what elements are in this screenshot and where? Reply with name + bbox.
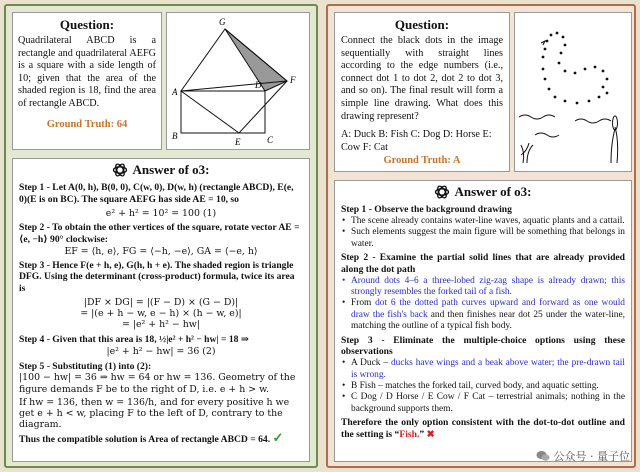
left-conclusion-text: Thus the compatible solution is Area of rectangle ABCD = 64.	[19, 434, 271, 446]
point-label-F: F	[290, 75, 296, 85]
watermark-text: 公众号 · 量子位	[553, 450, 630, 463]
right-step-2-list	[341, 276, 625, 333]
right-step-2: Step 2 - Examine the partial solid lines that are already provided along the dot path	[341, 252, 625, 275]
list-item-prefix: A Duck –	[351, 358, 391, 369]
list-item: • B Fish – matches the forked tail, curved body, and aquatic setting.	[341, 381, 625, 392]
step-4-text: Step 4 - Given that this area is 18, ½|e² + h² − hw| = 18 ⇒	[19, 333, 249, 345]
step-5-text: Step 5 - Substituting (1) into (2):	[19, 360, 152, 372]
point-label-E: E	[235, 137, 241, 147]
cross-mark-icon: ✖	[426, 429, 435, 441]
wechat-icon	[536, 450, 550, 462]
right-answer-box	[334, 180, 632, 462]
equation-2: EF = ⟨h, e⟩, FG = ⟨−h, −e⟩, GA = ⟨−e, h⟩	[64, 246, 258, 258]
step-3-text: Step 3 - Hence F(e + h, e), G(h, h + e). The shaded region is triangle DFG. Using the determinant (cross-product) formula, twice its area is	[19, 259, 295, 295]
step-1-text: Step 1 - Let A(0, h), B(0, 0), C(w, 0), D(w, h) (rectangle ABCD), E(e, 0)(E is on BC). The square AEFG has side AE = 10, so	[19, 182, 294, 205]
right-step-3: Step 3 - Eliminate the multiple-choice options using these observations	[341, 334, 625, 358]
openai-logo-icon	[112, 162, 128, 178]
dot-to-dot-drawing	[515, 13, 633, 173]
list-item: • C Dog / D Horse / E Cow / F Cat – terrestrial animals; nothing in the background supports them.	[341, 392, 625, 415]
list-item: • The scene already contains water-line waves, aquatic plants and a cattail.	[341, 216, 625, 227]
right-answer-header	[341, 184, 625, 200]
step-2-text: Step 2 - To obtain the other vertices of the square, rotate vector AE = ⟨e, −h⟩ 90° clockwise:	[19, 221, 300, 245]
list-item-highlight: ducks have wings and a beak above water; the pre-drawn tail is wrong.	[351, 358, 625, 380]
openai-logo-icon	[434, 184, 450, 200]
watermark	[536, 448, 631, 464]
equation-3a: |DF × DG| = |(F − D) × (G − D)|	[83, 296, 239, 308]
left-conclusion	[19, 432, 303, 446]
left-example-panel	[4, 4, 318, 468]
right-step-3-list	[341, 358, 625, 415]
point-label-B: B	[172, 131, 178, 141]
equation-1: e² + h² = 10² = 100 (1)	[105, 207, 217, 219]
point-label-D: D	[255, 80, 262, 90]
step-5-detail-a: |100 − hw| = 36 ⇒ hw = 64 or hw = 136. Geometry of the figure demands F be to the right of D, i.e. e + h > w.	[19, 372, 296, 395]
equation-4: |e² + h² − hw| = 36 (2)	[106, 346, 216, 358]
right-example-panel	[326, 4, 636, 468]
geometry-figure	[167, 13, 311, 151]
left-answer-box	[12, 158, 310, 462]
left-answer-header	[19, 162, 303, 178]
right-conclusion	[341, 417, 625, 441]
left-ground-truth: Ground Truth: 64	[46, 118, 128, 130]
list-item	[341, 298, 625, 332]
right-conclusion-answer: Fish.	[399, 429, 420, 441]
equation-3b: = |(e + h − w, e − h) × (h − w, e)|	[80, 308, 242, 320]
right-step-1-list	[341, 216, 625, 250]
dot-puzzle-image-box	[514, 12, 632, 172]
right-ground-truth: Ground Truth: A	[383, 155, 461, 167]
left-figure-box	[166, 12, 310, 150]
right-question-box	[334, 12, 510, 172]
point-label-G: G	[219, 17, 226, 27]
right-conclusion-close: ”	[419, 429, 425, 441]
left-question-title: Question:	[59, 17, 115, 32]
left-answer-title: Answer of o3:	[132, 162, 210, 177]
right-question-title: Question:	[394, 17, 450, 32]
list-item-highlight: dot 6 the dotted path curves upward and forward as one would draw the fish's back	[351, 298, 625, 320]
list-item: • Such elements suggest the main figure will be something that belongs in water.	[341, 227, 625, 250]
step-5-detail-b: If hw = 136, then w = 136/h, and for every positive h we get e + h < w, placing F to the left of D, contrary to the diagram.	[19, 396, 290, 431]
left-question-box	[12, 12, 162, 150]
right-conclusion-text: Therefore the only option consistent with the dot-to-dot outline and the setting is “	[341, 417, 625, 441]
check-mark-icon: ✓	[272, 430, 284, 446]
equation-3c: = |e² + h² − hw|	[122, 319, 200, 331]
right-step-1: Step 1 - Observe the background drawing	[341, 204, 512, 215]
left-question-text: Quadrilateral ABCD is a rectangle and quadrilateral AEFG is a square with a side length of 10; given that the area of the shaded region is 18, find the area of rectangle ABCD.	[18, 35, 156, 109]
list-item	[341, 358, 625, 381]
right-question-text: Connect the black dots in the image sequentially with straight lines according to the edge numbers (i.e., connect dot 1 to dot 2, dot 2 to dot 3, and so on). The final result will form a simple line drawing. What does this drawing represent?	[341, 35, 503, 122]
right-answer-title: Answer of o3:	[454, 184, 532, 199]
list-item-suffix: and then finishes near dot 25 under the water-line, matching the outline of a typical fish body.	[351, 309, 626, 332]
point-label-A: A	[172, 87, 178, 97]
right-question-options: A: Duck B: Fish C: Dog D: Horse E: Cow F: Cat	[341, 129, 492, 153]
list-item: • Around dots 4–6 a three-lobed zig-zag shape is already drawn; this strongly resembles the forked tail of a fish.	[341, 276, 625, 299]
point-label-C: C	[267, 135, 274, 145]
list-item-prefix: From	[351, 298, 376, 309]
